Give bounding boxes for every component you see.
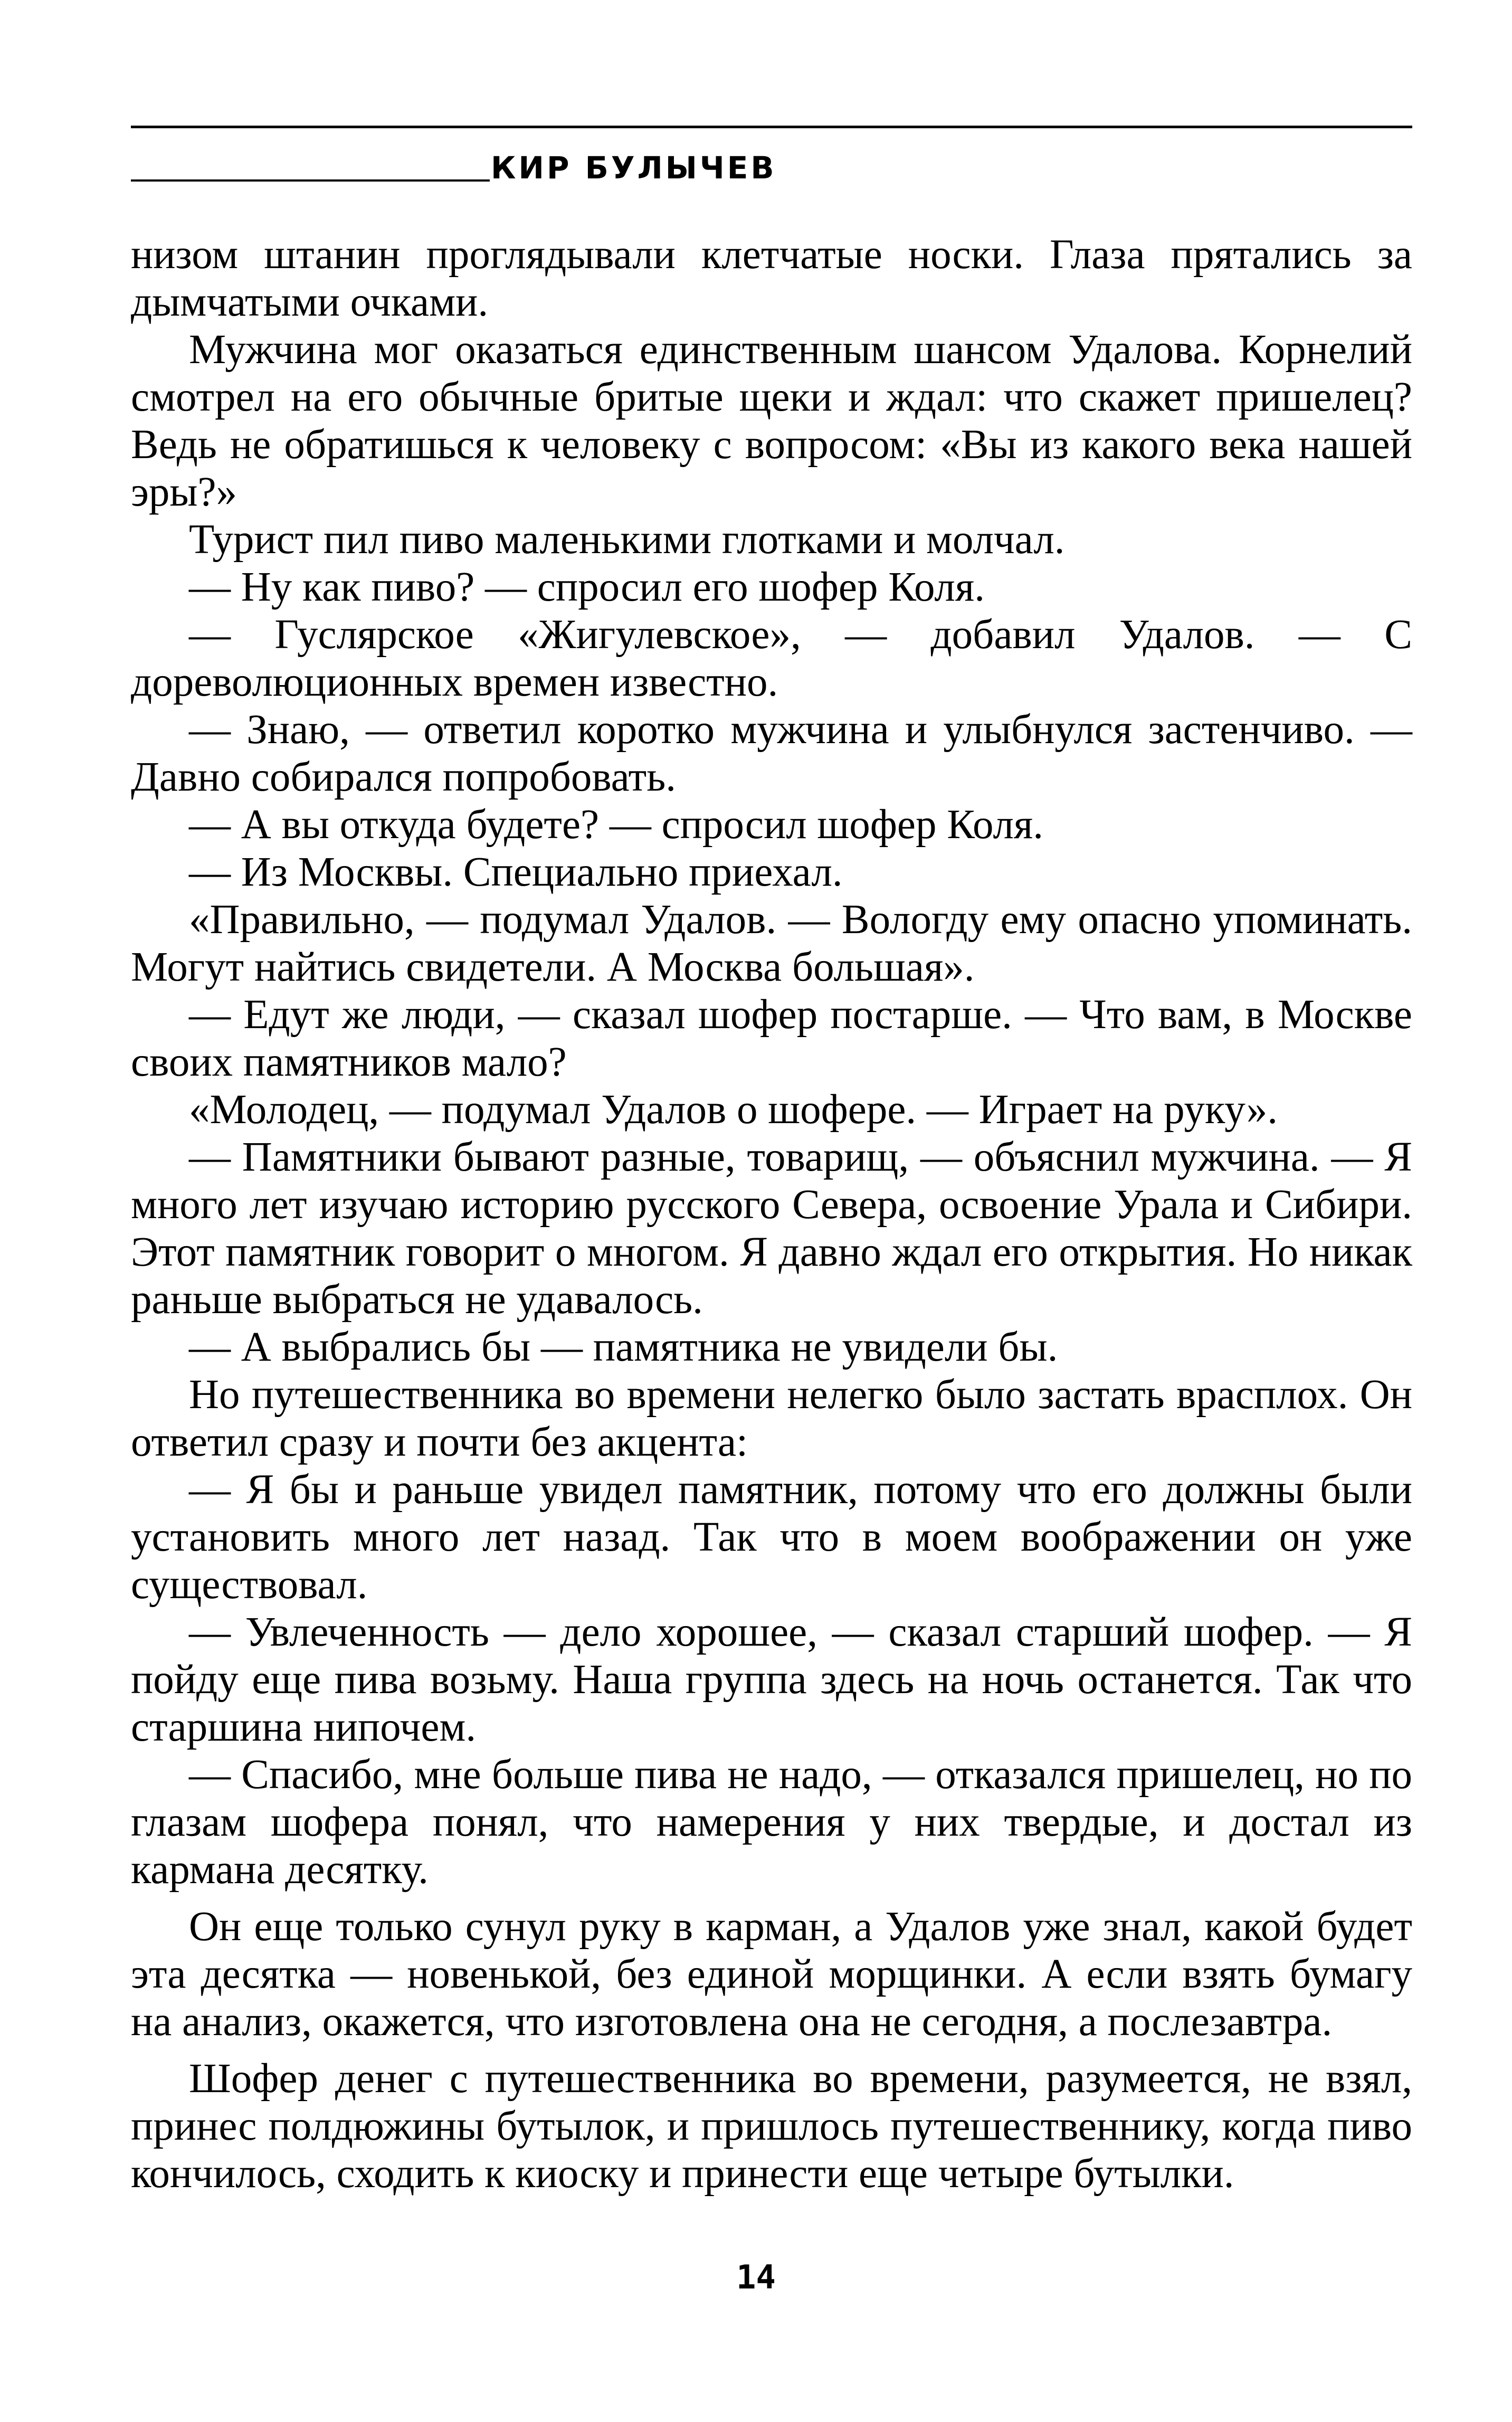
- paragraph: — Памятники бывают разные, товарищ, — объяснил мужчина. — Я много лет изучаю историю русского Севера, освоение Урала и Сибири. Этот памятник говорит о многом. Я давно ждал его открытия. Но никак раньше выбраться не удавалось.: [131, 1134, 1412, 1323]
- paragraph: — Из Москвы. Специально приехал.: [189, 849, 843, 895]
- paragraph: — А вы откуда будете? — спросил шофер Коля.: [189, 802, 1043, 848]
- paragraph: Шофер денег с путешественника во времени, разумеется, не взял, принес полдюжины бутылок, и пришлось путешественнику, когда пиво кончилось, сходить к киоску и принести еще четыре бутылки.: [131, 2056, 1412, 2197]
- body-text: [131, 231, 1412, 2198]
- paragraph: — Я бы и раньше увидел памятник, потому что его должны были установить много лет назад. Так что в моем воображении он уже существовал.: [131, 1467, 1412, 1608]
- paragraph: — Знаю, — ответил коротко мужчина и улыбнулся застенчиво. — Давно собирался попробовать.: [131, 707, 1412, 800]
- paragraph: «Правильно, — подумал Удалов. — Вологду ему опасно упоминать. Могут найтись свидетели. А Москва большая».: [131, 897, 1412, 990]
- header-underline: [131, 179, 490, 182]
- paragraph: Турист пил пиво маленькими глотками и молчал.: [189, 517, 1065, 563]
- running-head: КИР БУЛЫЧЕВ: [491, 150, 777, 186]
- paragraph: «Молодец, — подумал Удалов о шофере. — Играет на руку».: [189, 1087, 1278, 1133]
- paragraph: низом штанин проглядывали клетчатые носки. Глаза прятались за дымчатыми очками.: [131, 232, 1412, 325]
- paragraph: Мужчина мог оказаться единственным шансом Удалова. Корнелий смотрел на его обычные бритые щеки и ждал: что скажет пришелец? Ведь не обратишься к человеку с вопросом: «Вы из какого века нашей эры?»: [131, 327, 1412, 515]
- paragraph: — Увлеченность — дело хорошее, — сказал старший шофер. — Я пойду еще пива возьму. Наша группа здесь на ночь останется. Так что старшина нипочем.: [131, 1609, 1412, 1750]
- page-number: 14: [736, 2258, 776, 2296]
- paragraph: Но путешественника во времени нелегко было застать врасплох. Он ответил сразу и почти без акцента:: [131, 1372, 1412, 1465]
- paragraph: — А выбрались бы — памятника не увидели бы.: [189, 1324, 1058, 1370]
- top-rule: [131, 126, 1412, 128]
- paragraph: — Спасибо, мне больше пива не надо, — отказался пришелец, но по глазам шофера понял, что намерения у них твердые, и достал из кармана десятку.: [131, 1752, 1412, 1893]
- paragraph: Он еще только сунул руку в карман, а Удалов уже знал, какой будет эта десятка — новенькой, без единой морщинки. А если взять бумагу на анализ, окажется, что изготовлена она не сегодня, а послезавтра.: [131, 1904, 1412, 2045]
- paragraph: — Ну как пиво? — спросил его шофер Коля.: [189, 564, 985, 610]
- paragraph: — Едут же люди, — сказал шофер постарше. — Что вам, в Москве своих памятников мало?: [131, 992, 1412, 1085]
- paragraph: — Гуслярское «Жигулевское», — добавил Удалов. — С дореволюционных времен известно.: [131, 612, 1412, 705]
